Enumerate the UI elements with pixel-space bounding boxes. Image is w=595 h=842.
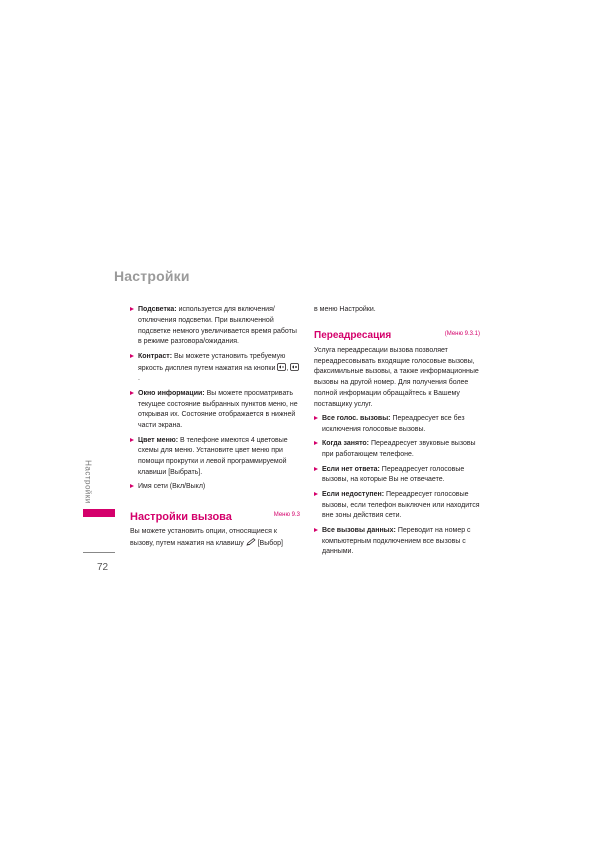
list-item: [314, 414, 480, 436]
item-term: Подсветка:: [138, 306, 177, 313]
item-text-end: .: [138, 375, 140, 383]
bullet-icon: [130, 391, 134, 395]
item-text: Вы можете просматривать текущее состояние выбранных пунктов меню, не открывая их. Состояние отображается в нижней части экрана.: [138, 389, 298, 430]
item-term: Все вызовы данных:: [322, 526, 396, 534]
item-term: Когда занято:: [322, 440, 370, 448]
item-text: Переадресует голосовые вызовы, на которые Вы не отвечаете.: [322, 465, 465, 484]
bullet-icon: [314, 467, 318, 471]
side-divider: [83, 552, 115, 553]
list-item: Контраст: Вы можете установить требуемую яркость дисплея путем нажатия на кнопки , .: [130, 352, 300, 385]
right-column: [314, 305, 480, 562]
item-text: Переводит на номер с компьютерным подключением все вызовы с данными.: [322, 526, 471, 556]
section-title: Настройки вызова: [130, 511, 232, 524]
bullet-icon: [130, 354, 134, 358]
menu-number: Меню 9.3: [273, 512, 300, 519]
list-item: [130, 436, 300, 479]
list-item: [314, 465, 480, 487]
page-title: Настройки: [114, 268, 190, 284]
left-column: [130, 305, 300, 553]
bullet-icon: [314, 528, 318, 532]
bullet-icon: [130, 438, 134, 442]
item-term: Окно информации:: [138, 389, 205, 397]
volume-up-key-icon: [290, 363, 299, 371]
item-text: В телефоне имеются 4 цветовые схемы для меню. Установите цвет меню при помощи прокрутки и левой программируемой клавиши [Выбрать].: [138, 436, 288, 476]
list-item: [314, 439, 480, 461]
section-header: [314, 324, 480, 342]
bullet-icon: [314, 441, 318, 445]
item-term: Все голос. вызовы:: [322, 415, 391, 423]
section-paragraph: Услуга переадресации вызова позволяет переадресовывать входящие голосовые вызовы, факсимильные вызовы, а также информационные вызовы на другой номер. Для получения более полной информации обращайтесь к Вашему поставщику услуг.: [314, 346, 479, 408]
list-item: [314, 526, 480, 558]
section-title: Переадресация: [314, 330, 392, 341]
menu-number: (Меню 9.3.1): [444, 331, 480, 337]
pen-key-icon: [246, 538, 256, 546]
intro-text: в меню Настройки.: [314, 306, 376, 313]
item-text: Переадресует все без исключения голосовые вызовы.: [322, 415, 465, 433]
bullet-icon: [130, 307, 134, 311]
list-item: [130, 305, 300, 348]
section-paragraph: [130, 527, 300, 550]
item-text: Переадресует звуковые вызовы при работающем телефоне.: [322, 440, 476, 459]
bullet-icon: [314, 416, 318, 420]
volume-down-key-icon: [277, 363, 286, 371]
list-item: [314, 490, 480, 522]
bullet-icon: [314, 492, 318, 496]
item-term: Цвет меню:: [138, 436, 179, 444]
side-label: Настройки: [83, 460, 93, 504]
item-text: Вы можете установить требуемую яркость дисплея путем нажатия на кнопки: [138, 352, 286, 372]
side-accent-bar: [83, 509, 115, 517]
side-label-box: [81, 455, 97, 509]
item-term: Контраст:: [138, 352, 173, 360]
bullet-icon: [130, 484, 134, 488]
list-item: [130, 482, 300, 493]
item-term: Если недоступен:: [322, 490, 385, 498]
section-header: [130, 505, 300, 523]
item-text: используется для включения/отключения подсветки. При выключенной подсветке немного увеличивается время работы в режиме разговора/ожидания.: [138, 306, 297, 346]
paragraph-text-end: [Выбор]: [255, 539, 283, 547]
item-text: Переадресует голосовые вызовы, если телефон выключен или находится вне зоны действия сети.: [322, 490, 480, 520]
page-number: 72: [97, 562, 109, 573]
list-item: [130, 389, 300, 432]
item-term: Если нет ответа:: [322, 465, 380, 473]
side-tab: [83, 455, 115, 517]
item-text: Имя сети (Вкл/Выкл): [138, 483, 206, 491]
paragraph-text: Вы можете установить опции, относящиеся к вызову, путем нажатия на клавишу: [130, 528, 277, 547]
